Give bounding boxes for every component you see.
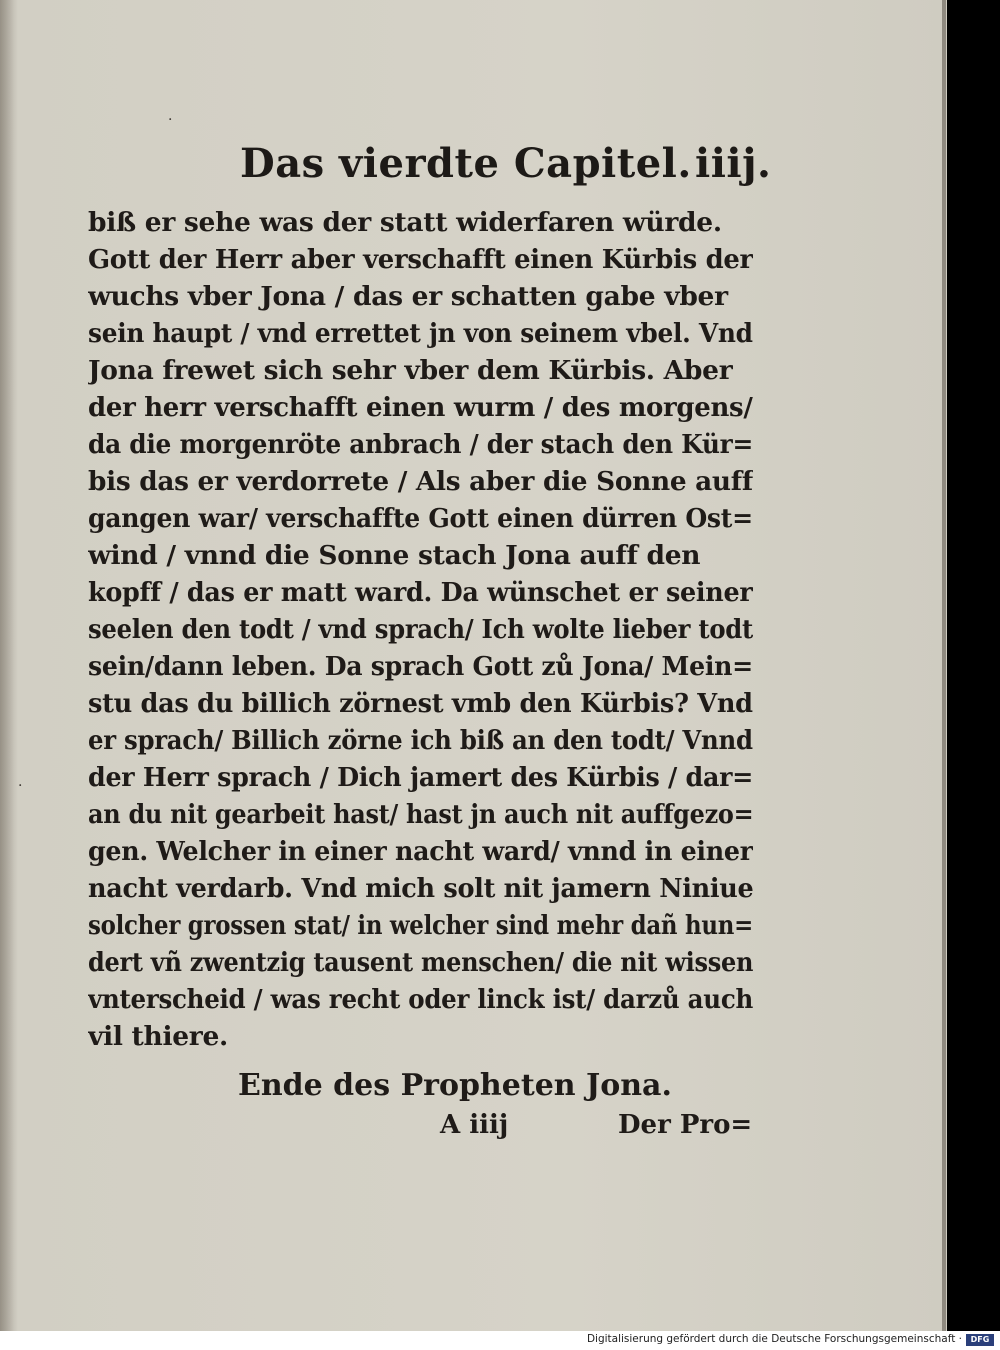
text-line: gangen war/ verschaffte Gott einen dürren Ost= (88, 503, 753, 534)
text-line: bis das er verdorrete / Als aber die Sonne auff (88, 466, 753, 497)
text-line: der Herr sprach / Dich jamert des Kürbis / dar= (88, 762, 753, 793)
text-line: kopff / das er matt ward. Da wünschet er seiner (88, 577, 753, 608)
text-line: wuchs vber Jona / das er schatten gabe vber (88, 281, 728, 312)
book-ending-line: Ende des Propheten Jona. (238, 1068, 672, 1103)
text-line: stu das du billich zörnest vmb den Kürbis? Vnd (88, 688, 753, 719)
text-line: vil thiere. (88, 1021, 228, 1052)
running-head (240, 140, 772, 192)
paper-speck: · (168, 112, 173, 128)
text-line: nacht verdarb. Vnd mich solt nit jamern Niniue (88, 873, 753, 904)
page-edge (942, 0, 946, 1331)
text-line: vnterscheid / was recht oder linck ist/ darzů auch (88, 984, 753, 1015)
gutter-shadow (0, 0, 18, 1331)
text-line: solcher grossen stat/ in welcher sind mehr dañ hun= (88, 910, 753, 941)
text-line: er sprach/ Billich zörne ich biß an den todt/ Vnnd (88, 725, 753, 756)
text-line: der herr verschafft einen wurm / des morgens/ (88, 392, 753, 423)
text-line: gen. Welcher in einer nacht ward/ vnnd in einer (88, 836, 753, 867)
text-line: sein haupt / vnd errettet jn von seinem vbel. Vnd (88, 318, 753, 349)
body-text (88, 204, 753, 1055)
text-line: dert vñ zwentzig tausent menschen/ die nit wissen (88, 947, 753, 978)
text-line: seelen den todt / vnd sprach/ Ich wolte lieber todt (88, 614, 753, 645)
signature-mark: A iiij (440, 1110, 509, 1140)
text-line: an du nit gearbeit hast/ hast jn auch nit auffgezo= (88, 799, 753, 830)
funding-credit: Digitalisierung gefördert durch die Deutsche Forschungsgemeinschaft · (586, 1333, 962, 1345)
text-line: da die morgenröte anbrach / der stach den Kür= (88, 429, 753, 460)
folio-number: iiij. (695, 140, 772, 187)
text-line: biß er sehe was der statt widerfaren würde. (88, 207, 722, 238)
text-line: Jona frewet sich sehr vber dem Kürbis. Aber (88, 355, 733, 386)
text-line: Gott der Herr aber verschafft einen Kürbis der (88, 244, 753, 275)
footer-bar (0, 1331, 1000, 1350)
chapter-title: Das vierdte Capitel. (240, 140, 692, 187)
text-line: sein/dann leben. Da sprach Gott zů Jona/ Mein= (88, 651, 753, 682)
catchword: Der Pro= (618, 1110, 753, 1140)
dfg-logo-icon: DFG (966, 1334, 994, 1346)
text-line: wind / vnnd die Sonne stach Jona auff den (88, 540, 701, 571)
paper-speck: · (18, 778, 23, 794)
